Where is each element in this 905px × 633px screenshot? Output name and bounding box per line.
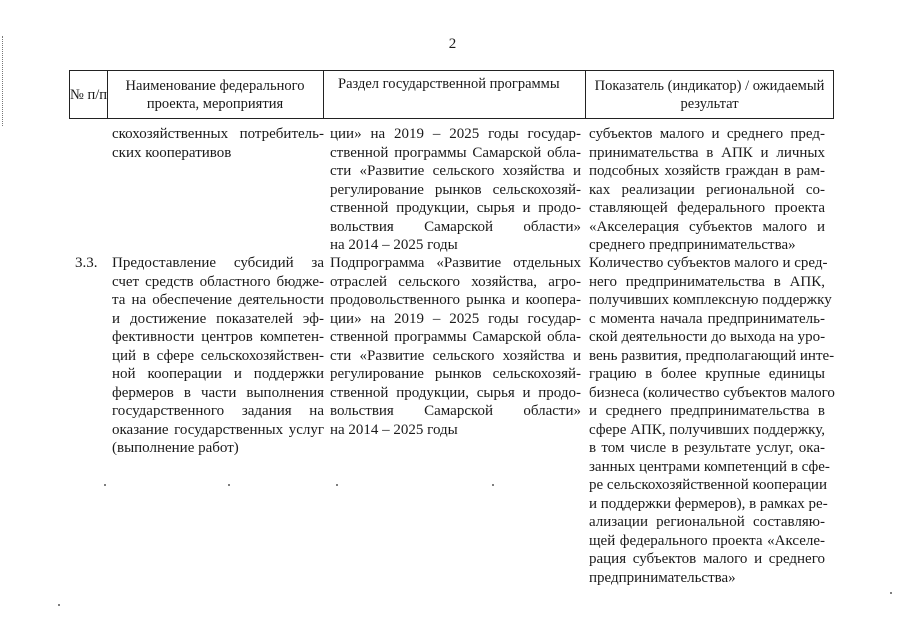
text-line: ций в сфере сельскохозяйствен- <box>112 347 324 364</box>
row-3-3-section <box>330 254 581 439</box>
text-line: ственной продукции, сырья и продо- <box>330 200 581 216</box>
text-line: ции» на 2019 – 2025 годы государ- <box>330 126 581 142</box>
text-line: Предоставление субсидий за <box>112 255 324 271</box>
text-line: и среднего предпринимательства в <box>589 403 825 419</box>
row-number: 3.3. <box>75 255 98 271</box>
scan-speck <box>104 484 106 486</box>
text-line: ции» на 2019 – 2025 годы государ- <box>330 310 581 327</box>
text-line: ставляющей федерального проекта <box>589 200 825 216</box>
text-line: регулирование рынков сельскохозяй- <box>330 181 581 198</box>
text-line: с момента начала предприниматель- <box>589 310 825 327</box>
scan-speck <box>890 592 892 594</box>
row-cont-section <box>330 125 581 255</box>
page-number: 2 <box>448 36 457 52</box>
row-3-3-name <box>112 254 324 458</box>
text-line: ственной продукции, сырья и продо- <box>330 384 581 401</box>
text-line: скохозяйственных потребитель- <box>112 126 324 142</box>
text-line: на 2014 – 2025 годы <box>330 421 458 438</box>
text-line: щей федерального проекта «Акселе- <box>589 532 825 549</box>
scan-speck <box>228 484 230 486</box>
margin-marks <box>2 36 13 126</box>
text-line: рация субъектов малого и среднего <box>589 551 825 567</box>
text-line: ре сельскохозяйственной кооперации <box>589 477 827 493</box>
scan-speck <box>58 604 60 606</box>
header-indicator: Показатель (индикатор) / ожидаемый результат <box>594 77 825 112</box>
text-line: (выполнение работ) <box>112 440 239 456</box>
text-line: Количество субъектов малого и сред- <box>589 255 828 271</box>
text-line: на 2014 – 2025 годы <box>330 237 458 253</box>
text-line: бизнеса (количество субъектов малого <box>589 384 835 401</box>
text-line: сти «Развитие сельского хозяйства и <box>330 347 581 364</box>
text-line: отраслей сельского хозяйства, агро- <box>330 273 581 290</box>
text-line: та на обеспечение деятельности <box>112 292 324 308</box>
text-line: вень развития, предполагающий инте- <box>589 347 835 364</box>
row-cont-name <box>112 125 324 162</box>
table-header <box>69 70 834 119</box>
text-line: в том числе в результате услуг, ока- <box>589 440 825 456</box>
text-line: сти «Развитие сельского хозяйства и <box>330 163 581 179</box>
text-line: государственного задания на <box>112 403 324 419</box>
text-line: среднего предпринимательства» <box>589 237 796 253</box>
text-line: принимательства в АПК и личных <box>589 144 825 161</box>
text-line: грацию в более крупные единицы <box>589 366 825 382</box>
text-line: и достижение показателей эф- <box>112 310 324 327</box>
text-line: подсобных хозяйств граждан в рам- <box>589 163 825 179</box>
row-3-3-result <box>589 254 835 587</box>
text-line: ственной программы Самарской обла- <box>330 144 581 161</box>
text-line: получивших комплексную поддержку <box>589 292 832 308</box>
text-line: оказание государственных услуг <box>112 421 324 438</box>
text-line: вольствия Самарской области» <box>330 403 581 419</box>
text-line: него предпринимательства в АПК, <box>589 273 825 290</box>
text-line: предпринимательства» <box>589 569 736 586</box>
header-program-section: Раздел государственной программы <box>338 76 560 92</box>
text-line: ках реализации региональной со- <box>589 181 825 198</box>
text-line: «Акселерация субъектов малого и <box>589 218 825 235</box>
text-line: и поддержки фермеров), в рамках ре- <box>589 495 828 512</box>
text-line: регулирование рынков сельскохозяй- <box>330 366 581 382</box>
text-line: ской деятельности до выхода на уро- <box>589 329 826 345</box>
text-line: вольствия Самарской области» <box>330 218 581 235</box>
text-line: Подпрограмма «Развитие отдельных <box>330 255 581 271</box>
header-project-name: Наименование федерального проекта, мероприятия <box>125 77 305 112</box>
text-line: ализации региональной составляю- <box>589 514 825 530</box>
text-line: сфере АПК, получивших поддержку, <box>589 421 825 438</box>
scan-speck <box>492 484 494 486</box>
text-line: ной кооперации и поддержки <box>112 366 324 382</box>
text-line: продовольственного рынка и коопера- <box>330 292 581 308</box>
text-line: ских кооперативов <box>112 144 232 161</box>
text-line: фермеров в части выполнения <box>112 384 324 401</box>
text-line: субъектов малого и среднего пред- <box>589 126 825 142</box>
text-line: ственной программы Самарской обла- <box>330 329 581 345</box>
text-line: занных центрами компетенций в сфе- <box>589 458 830 475</box>
text-line: счет средств областного бюдже- <box>112 273 324 290</box>
scan-speck <box>336 484 338 486</box>
row-cont-result <box>589 125 825 255</box>
text-line: фективности центров компетен- <box>112 329 324 345</box>
header-number: № п/п <box>70 86 108 103</box>
